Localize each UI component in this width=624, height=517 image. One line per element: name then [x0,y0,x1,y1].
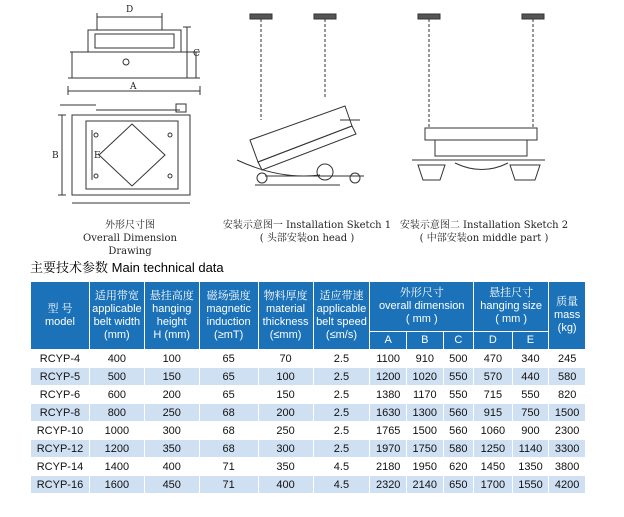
table-cell: 470 [474,350,513,368]
model-cell: RCYP-14 [31,458,90,476]
table-cell: 550 [443,386,474,404]
table-row [31,458,586,476]
header-a: A [370,332,407,350]
header-belt-width: 适用带宽 applicable belt width (mm) [89,282,144,350]
header-induction: 磁场强度 magnetic induction (≥mT) [199,282,258,350]
table-cell: 100 [258,368,313,386]
table-row [31,476,586,494]
table-cell: 3800 [549,458,586,476]
table-row [31,368,586,386]
table-cell: 4.5 [313,476,370,494]
table-cell: 1400 [89,458,144,476]
dim-label-d: D [126,5,134,15]
table-cell: 100 [144,350,199,368]
table-cell: 71 [199,458,258,476]
table-cell: 300 [144,422,199,440]
table-row [31,440,586,458]
table-cell: 620 [443,458,474,476]
table-cell: 1700 [474,476,513,494]
drawing-1-caption-cn: 外形尺寸图 [105,220,155,231]
table-cell: 1550 [512,476,549,494]
table-cell: 800 [89,404,144,422]
header-b: B [406,332,443,350]
table-cell: 1350 [512,458,549,476]
table-cell: 560 [443,422,474,440]
table-cell: 1060 [474,422,513,440]
table-cell: 1500 [549,404,586,422]
table-cell: 2.5 [313,368,370,386]
table-cell: 2.5 [313,404,370,422]
table-cell: 68 [199,440,258,458]
table-cell: 580 [443,440,474,458]
table-cell: 820 [549,386,586,404]
table-cell: 2140 [406,476,443,494]
table-cell: 2180 [370,458,407,476]
model-cell: RCYP-10 [31,422,90,440]
table-cell: 580 [549,368,586,386]
table-cell: 4200 [549,476,586,494]
table-cell: 1100 [370,350,407,368]
installation-sketch-2 [412,14,545,180]
model-cell: RCYP-5 [31,368,90,386]
table-cell: 350 [258,458,313,476]
table-cell: 400 [258,476,313,494]
model-cell: RCYP-4 [31,350,90,368]
table-cell: 350 [144,440,199,458]
table-cell: 2.5 [313,386,370,404]
table-cell: 1970 [370,440,407,458]
header-e: E [512,332,549,350]
table-cell: 915 [474,404,513,422]
table-cell: 2.5 [313,422,370,440]
table-cell: 1200 [89,440,144,458]
technical-drawings [0,0,624,250]
table-cell: 2.5 [313,350,370,368]
model-cell: RCYP-6 [31,386,90,404]
table-cell: 1380 [370,386,407,404]
header-thickness: 物料厚度 material thickness (≤mm) [258,282,313,350]
table-cell: 715 [474,386,513,404]
installation-sketch-1 [237,14,364,185]
table-cell: 1170 [406,386,443,404]
plan-view [58,104,190,203]
table-cell: 600 [89,386,144,404]
table-cell: 70 [258,350,313,368]
table-cell: 1750 [406,440,443,458]
table-cell: 3300 [549,440,586,458]
header-d: D [474,332,513,350]
table-cell: 1765 [370,422,407,440]
table-cell: 68 [199,404,258,422]
table-cell: 68 [199,422,258,440]
table-cell: 1500 [406,422,443,440]
table-cell: 750 [512,404,549,422]
table-cell: 500 [443,350,474,368]
table-row [31,404,586,422]
table-cell: 200 [258,404,313,422]
table-cell: 650 [443,476,474,494]
table-row [31,350,586,368]
table-cell: 450 [144,476,199,494]
table-cell: 1140 [512,440,549,458]
table-cell: 250 [144,404,199,422]
section-title-cn: 主要技术参数 [30,261,109,276]
table-cell: 1950 [406,458,443,476]
table-cell: 245 [549,350,586,368]
section-title [30,257,224,276]
dim-label-b: B [52,151,59,161]
table-cell: 1250 [474,440,513,458]
model-cell: RCYP-12 [31,440,90,458]
table-cell: 71 [199,476,258,494]
header-hanging-height: 悬挂高度 hanging height H (mm) [144,282,199,350]
table-cell: 65 [199,368,258,386]
table-row [31,386,586,404]
header-c: C [443,332,474,350]
table-cell: 65 [199,386,258,404]
table-cell: 340 [512,350,549,368]
table-cell: 400 [89,350,144,368]
table-cell: 560 [443,404,474,422]
drawing-1-caption [60,219,200,258]
drawing-1-caption-en: Overall Dimension Drawing [83,233,177,257]
header-model: 型 号 model [31,282,90,350]
table-cell: 550 [512,386,549,404]
table-cell: 440 [512,368,549,386]
table-cell: 1600 [89,476,144,494]
table-cell: 65 [199,350,258,368]
table-cell: 1020 [406,368,443,386]
table-cell: 150 [144,368,199,386]
model-cell: RCYP-16 [31,476,90,494]
table-body [31,350,586,494]
header-overall-dimension: 外形尺寸 overall dimension ( mm ) [370,282,474,332]
table-cell: 1300 [406,404,443,422]
table-cell: 2300 [549,422,586,440]
drawing-2-caption-sub: ( 头部安装on head ) [259,233,355,244]
table-cell: 200 [144,386,199,404]
section-title-en: Main technical data [111,260,224,275]
drawing-3-caption-sub: ( 中部安装on middle part ) [419,233,549,244]
drawing-2-caption [222,219,392,245]
drawing-3-caption-main: 安装示意图二 Installation Sketch 2 [399,220,569,231]
dim-label-a: A [130,82,137,92]
table-cell: 2.5 [313,440,370,458]
table-cell: 900 [512,422,549,440]
header-belt-speed: 适应带速 applicable belt speed (≤m/s) [313,282,370,350]
table-cell: 500 [89,368,144,386]
drawing-3-caption [396,219,572,245]
table-cell: 150 [258,386,313,404]
model-cell: RCYP-8 [31,404,90,422]
table-cell: 4.5 [313,458,370,476]
table-cell: 250 [258,422,313,440]
table-cell: 300 [258,440,313,458]
dim-label-c: C [193,49,200,59]
table-cell: 1450 [474,458,513,476]
header-mass: 质量 mass (kg) [549,282,586,350]
technical-data-table [30,281,586,494]
table-cell: 910 [406,350,443,368]
table-row [31,422,586,440]
table-cell: 1630 [370,404,407,422]
dim-label-e: E [94,151,101,161]
table-cell: 570 [474,368,513,386]
table-cell: 1200 [370,368,407,386]
header-hanging-size: 悬挂尺寸 hanging size ( mm ) [474,282,549,332]
table-cell: 2320 [370,476,407,494]
table-cell: 400 [144,458,199,476]
drawing-2-caption-main: 安装示意图一 Installation Sketch 1 [222,220,392,231]
table-cell: 550 [443,368,474,386]
table-cell: 1000 [89,422,144,440]
